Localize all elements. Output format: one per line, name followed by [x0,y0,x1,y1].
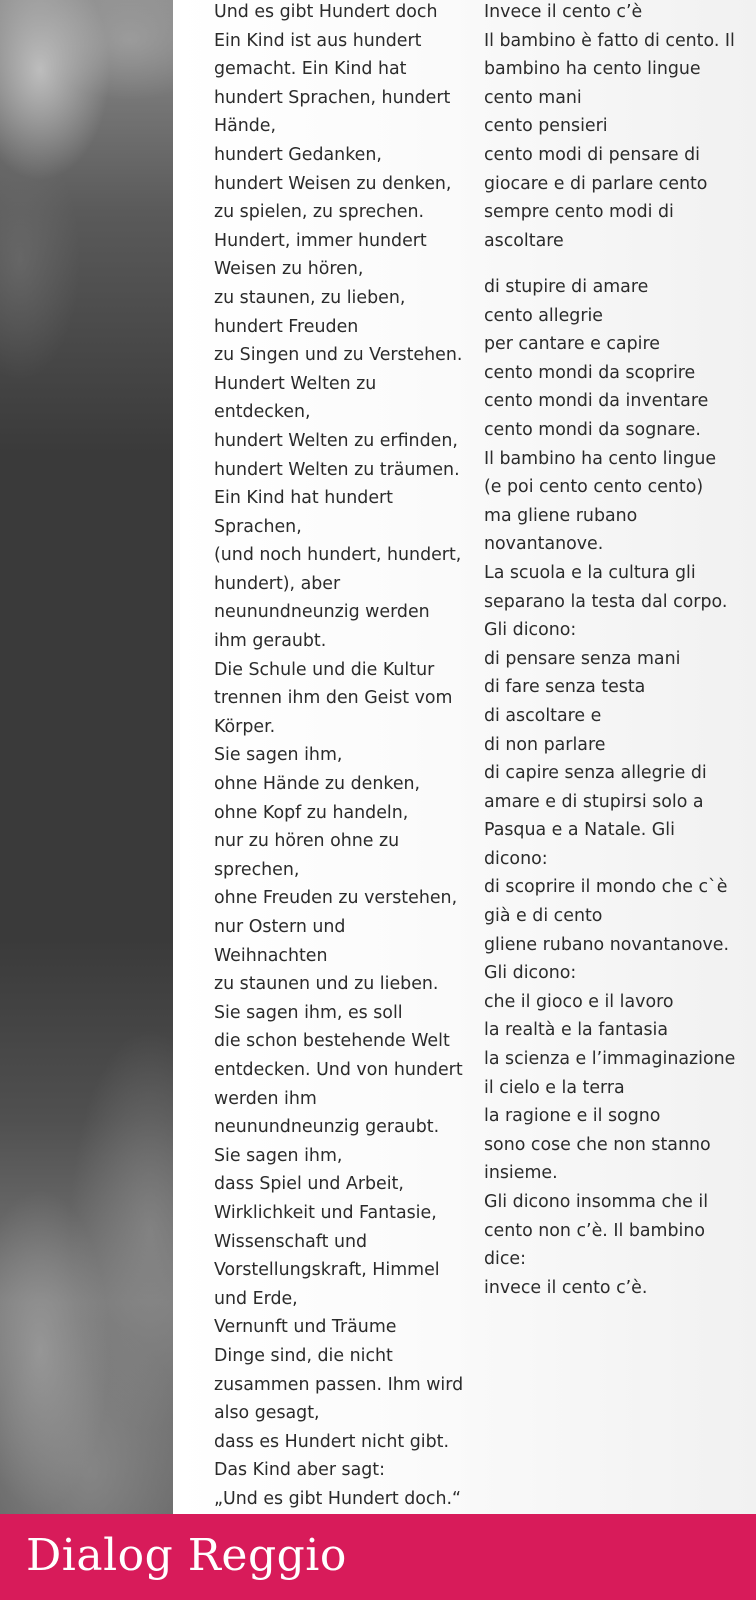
poem-line: dicono: [484,848,548,869]
poem-line: entdecken, [214,402,311,423]
poem-line: Il bambino ha cento lingue [484,448,717,469]
poem-line: Und es gibt Hundert doch [214,2,438,22]
poem-line: la scienza e l’immaginazione [484,1049,736,1070]
poem-line: Il bambino è fatto di cento. Il [484,30,735,51]
poem-line: Sie sagen ihm, [214,745,343,766]
poem-line: hundert Sprachen, hundert [214,87,451,108]
poem-line: „Und es gibt Hundert doch.“ [214,1488,462,1509]
poem-line: Vernunft und Träume [214,1317,397,1338]
poem-line: entdecken. Und von hundert [214,1059,463,1080]
poem-line: Weisen zu hören, [214,259,364,280]
poem-line: sono cose che non stanno [484,1134,711,1155]
italian-poem-part1 [484,0,735,255]
poem-line: di pensare senza mani [484,648,681,669]
poem-line: Das Kind aber sagt: [214,1460,385,1481]
poem-line: sprechen, [214,859,300,880]
poem-line: Weihnachten [214,945,328,966]
poem-line: di stupire di amare [484,277,649,297]
poem-line: Gli dicono: [484,963,577,984]
poem-line: per cantare e capire [484,334,660,355]
poem-line: Wissenschaft und [214,1231,368,1252]
poem-line: zu spielen, zu sprechen. [214,202,424,223]
poem-line: Vorstellungskraft, Himmel [214,1260,440,1281]
poem-line: zu staunen, zu lieben, [214,287,406,308]
poem-line: giocare e di parlare cento [484,173,708,194]
poem-line: hundert Welten zu erfinden, [214,430,458,451]
poem-line: hundert Weisen zu denken, [214,173,452,194]
poem-line: insieme. [484,1163,558,1184]
poem-line: Sprachen, [214,516,302,537]
poem-line: zusammen passen. Ihm wird [214,1374,464,1395]
poem-line: also gesagt, [214,1403,320,1424]
poem-line: ascoltare [484,230,564,251]
poem-line: ohne Freuden zu verstehen, [214,888,458,909]
poem-line: invece il cento c’è. [484,1277,648,1298]
poem-line: bambino ha cento lingue [484,59,701,80]
side-photo [0,0,173,1514]
poem-line: ma gliene rubano [484,505,638,526]
poem-line: cento non c’è. Il bambino [484,1220,705,1241]
poem-line: neunundneunzig geraubt. [214,1117,440,1138]
poem-line: Hundert Welten zu [214,373,377,394]
poem-line: Die Schule und die Kultur [214,659,435,680]
poem-line: neunundneunzig werden [214,602,430,623]
poem-line: zu staunen und zu lieben. [214,974,439,995]
poem-line: trennen ihm den Geist vom [214,688,453,709]
poem-line: di scoprire il mondo che c`è [484,877,728,898]
poem-line: La scuola e la cultura gli [484,562,696,583]
poem-line: cento pensieri [484,116,608,137]
poem-line: che il gioco e il lavoro [484,991,674,1012]
poem-line: la ragione e il sogno [484,1106,661,1127]
poem-line: Wirklichkeit und Fantasie, [214,1202,437,1223]
poem-line: hundert Freuden [214,316,359,337]
poem-line: ohne Hände zu denken, [214,774,421,795]
poem-line: di ascoltare e [484,705,602,726]
poem-line: dice: [484,1249,526,1270]
poem-line: separano la testa dal corpo. [484,591,728,612]
poem-line: (e poi cento cento cento) [484,477,704,498]
poem-line: Sie sagen ihm, es soll [214,1002,403,1023]
poem-line: gliene rubano novantanove. [484,934,729,955]
poem-line: cento mondi da sognare. [484,419,701,440]
dialog-reggio-logo[interactable]: Dialog Reggio [26,1530,347,1581]
poem-line: amare e di stupirsi solo a [484,791,704,812]
poem-line: già e di cento [484,906,603,927]
poem-line: cento allegrie [484,305,604,326]
poem-line: ohne Kopf zu handeln, [214,802,409,823]
poem-line: hundert Welten zu träumen. [214,459,460,480]
poem-line: cento mondi da inventare [484,391,709,412]
poem-line: werden ihm [214,1088,317,1109]
poem-line: Hundert, immer hundert [214,230,427,251]
poem-line: Invece il cento c’è [484,2,643,22]
poem-line: cento mani [484,87,582,108]
italian-poem-part2 [484,273,735,1302]
poem-line: Gli dicono insomma che il [484,1192,709,1212]
poem-line: und Erde, [214,1288,298,1309]
poem-line: nur Ostern und [214,917,346,937]
poem-line: Sie sagen ihm, [214,1145,343,1166]
poem-line: di fare senza testa [484,677,646,698]
poem-line: dass Spiel und Arbeit, [214,1174,404,1195]
poem-line: cento modi di pensare di [484,144,700,165]
poem-line: gemacht. Ein Kind hat [214,59,407,80]
footer-bar [0,1514,756,1600]
poem-line: sempre cento modi di [484,202,674,223]
poem-line: Dinge sind, die nicht [214,1345,393,1366]
poem-line: di capire senza allegrie di [484,763,707,784]
german-poem [214,0,463,1513]
poem-line: Ein Kind hat hundert [214,488,393,509]
poem-line: di non parlare [484,734,606,755]
poem-line: die schon bestehende Welt [214,1031,450,1052]
poem-line: hundert), aber [214,573,341,594]
poem-line: ihm geraubt. [214,631,327,652]
poem-line: Pasqua e a Natale. Gli [484,820,675,841]
poem-line: il cielo e la terra [484,1077,625,1098]
poem-line: cento mondi da scoprire [484,362,696,383]
poem-line: la realtà e la fantasia [484,1020,669,1041]
poem-line: nur zu hören ohne zu [214,831,400,852]
poem-line: dass es Hundert nicht gibt. [214,1431,450,1452]
poem-line: zu Singen und zu Verstehen. [214,345,463,366]
poem-line: novantanove. [484,534,604,555]
poem-line: Körper. [214,716,276,737]
poem-line: Hände, [214,116,277,137]
poem-line: Ein Kind ist aus hundert [214,30,422,51]
poem-line: (und noch hundert, hundert, [214,545,462,566]
poem-line: Gli dicono: [484,620,577,641]
poem-line: hundert Gedanken, [214,144,382,165]
